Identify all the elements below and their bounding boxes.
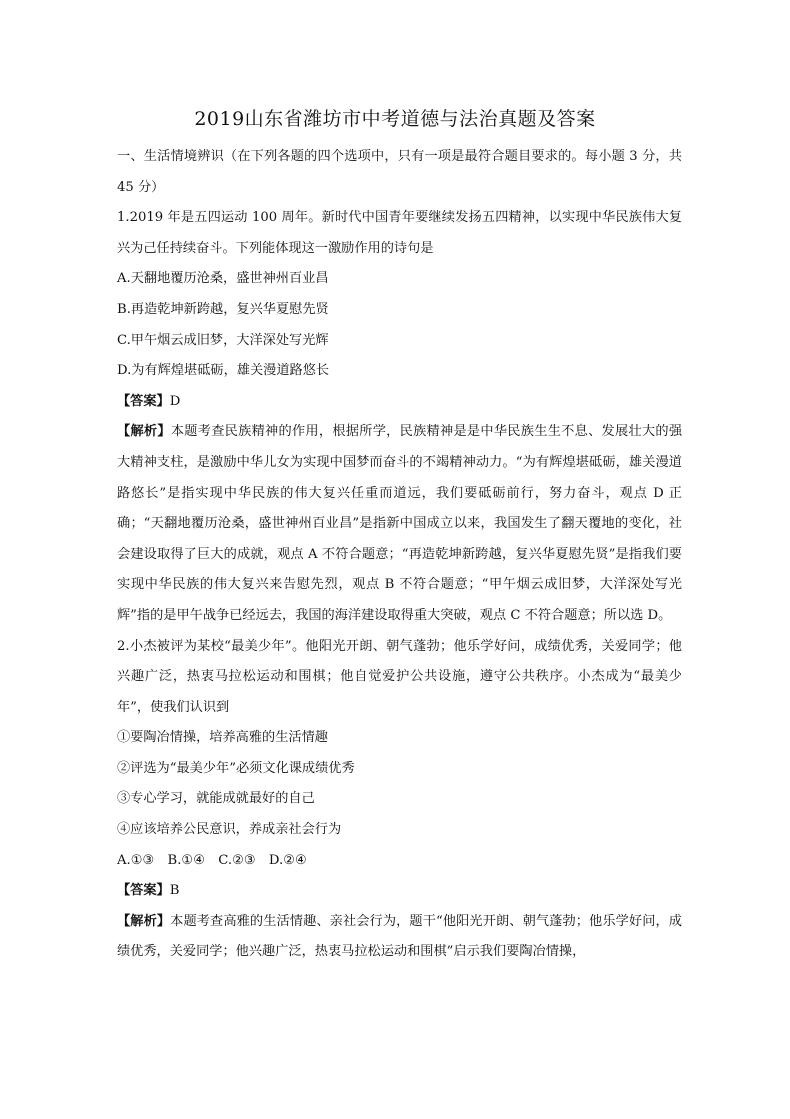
question-2-statement-3: ③专心学习，就能成就最好的自己 xyxy=(117,791,315,807)
question-1-option-d: D.为有辉煌堪砥砺，雄关漫道路悠长 xyxy=(117,363,330,379)
answer-value: B xyxy=(169,883,180,899)
section-heading: 一、生活情境辨识（在下列各题的四个选项中，只有一项是最符合题目要求的。每小题 3 分，共 45 分） xyxy=(117,149,682,195)
question-2-statement-4: ④应该培养公民意识，养成亲社会行为 xyxy=(117,822,342,838)
question-1-stem: 1.2019 年是五四运动 100 周年。新时代中国青年要继续发扬五四精神，以实现中华民族伟大复兴为己任持续奋斗。下列能体现这一激励作用的诗句是 xyxy=(117,210,682,256)
analysis-text: 本题考查高雅的生活情趣、亲社会行为，题干“他阳光开朗、朝气蓬勃；他乐学好问，成绩优秀，关爱同学；他兴趣广泛，热衷马拉松运动和围棋”启示我们要陶冶情操， xyxy=(117,913,682,960)
question-1-analysis xyxy=(117,417,682,631)
question-1-option-b: B.再造乾坤新跨越，复兴华夏慰先贤 xyxy=(117,301,329,317)
question-2-answer xyxy=(117,876,682,907)
question-2-statement-1: ①要陶冶情操，培养高雅的生活情趣 xyxy=(117,730,328,746)
document-body xyxy=(117,142,682,968)
question-2-analysis xyxy=(117,907,682,968)
analysis-text: 本题考查民族精神的作用，根据所学，民族精神是是中华民族生生不息、发展壮大的强大精神支柱，是激励中华儿女为实现中国梦而奋斗的不竭精神动力。“为有辉煌堪砥砺，雄关漫道路悠长”是指实现中华民族的伟大复兴任重而道远，我们要砥砺前行，努力奋斗，观点 D 正确；“天翻地覆历沧桑，盛世神州百业昌”是指新中国成立以来，我国发生了翻天覆地的变化，社会建设取得了巨大的成就，观点 A 不符合题意；“再造乾坤新跨越，复兴华夏慰先贤”是指我们要实现中华民族的伟大复兴来告慰先烈，观点 B 不符合题意；“甲午烟云成旧梦，大洋深处写光辉”指的是甲午战争已经远去，我国的海洋建设取得重大突破，观点 C 不符合题意；所以选 D。 xyxy=(117,424,683,623)
answer-value: D xyxy=(169,393,181,409)
question-2-stem: 2.小杰被评为某校“最美少年”。他阳光开朗、朝气蓬勃；他乐学好问，成绩优秀，关爱同学；他兴趣广泛，热衷马拉松运动和围棋；他自觉爱护公共设施，遵守公共秩序。小杰成为“最美少年”，使我们认识到 xyxy=(117,638,682,715)
analysis-label: 【解析】 xyxy=(117,424,171,440)
answer-label: 【答案】 xyxy=(117,393,170,409)
question-1-option-a: A.天翻地覆历沧桑，盛世神州百业昌 xyxy=(117,271,329,287)
question-2-statement-2: ②评选为“最美少年”必须文化课成绩优秀 xyxy=(117,760,355,776)
question-1-option-c: C.甲午烟云成旧梦，大洋深处写光辉 xyxy=(117,332,329,348)
question-1-answer xyxy=(117,387,682,418)
page-title: 2019山东省潍坊市中考道德与法治真题及答案 xyxy=(194,108,596,130)
question-2-choices: A.①③ B.①④ C.②③ D.②④ xyxy=(117,852,307,868)
analysis-label: 【解析】 xyxy=(117,913,171,929)
answer-label: 【答案】 xyxy=(117,883,170,899)
